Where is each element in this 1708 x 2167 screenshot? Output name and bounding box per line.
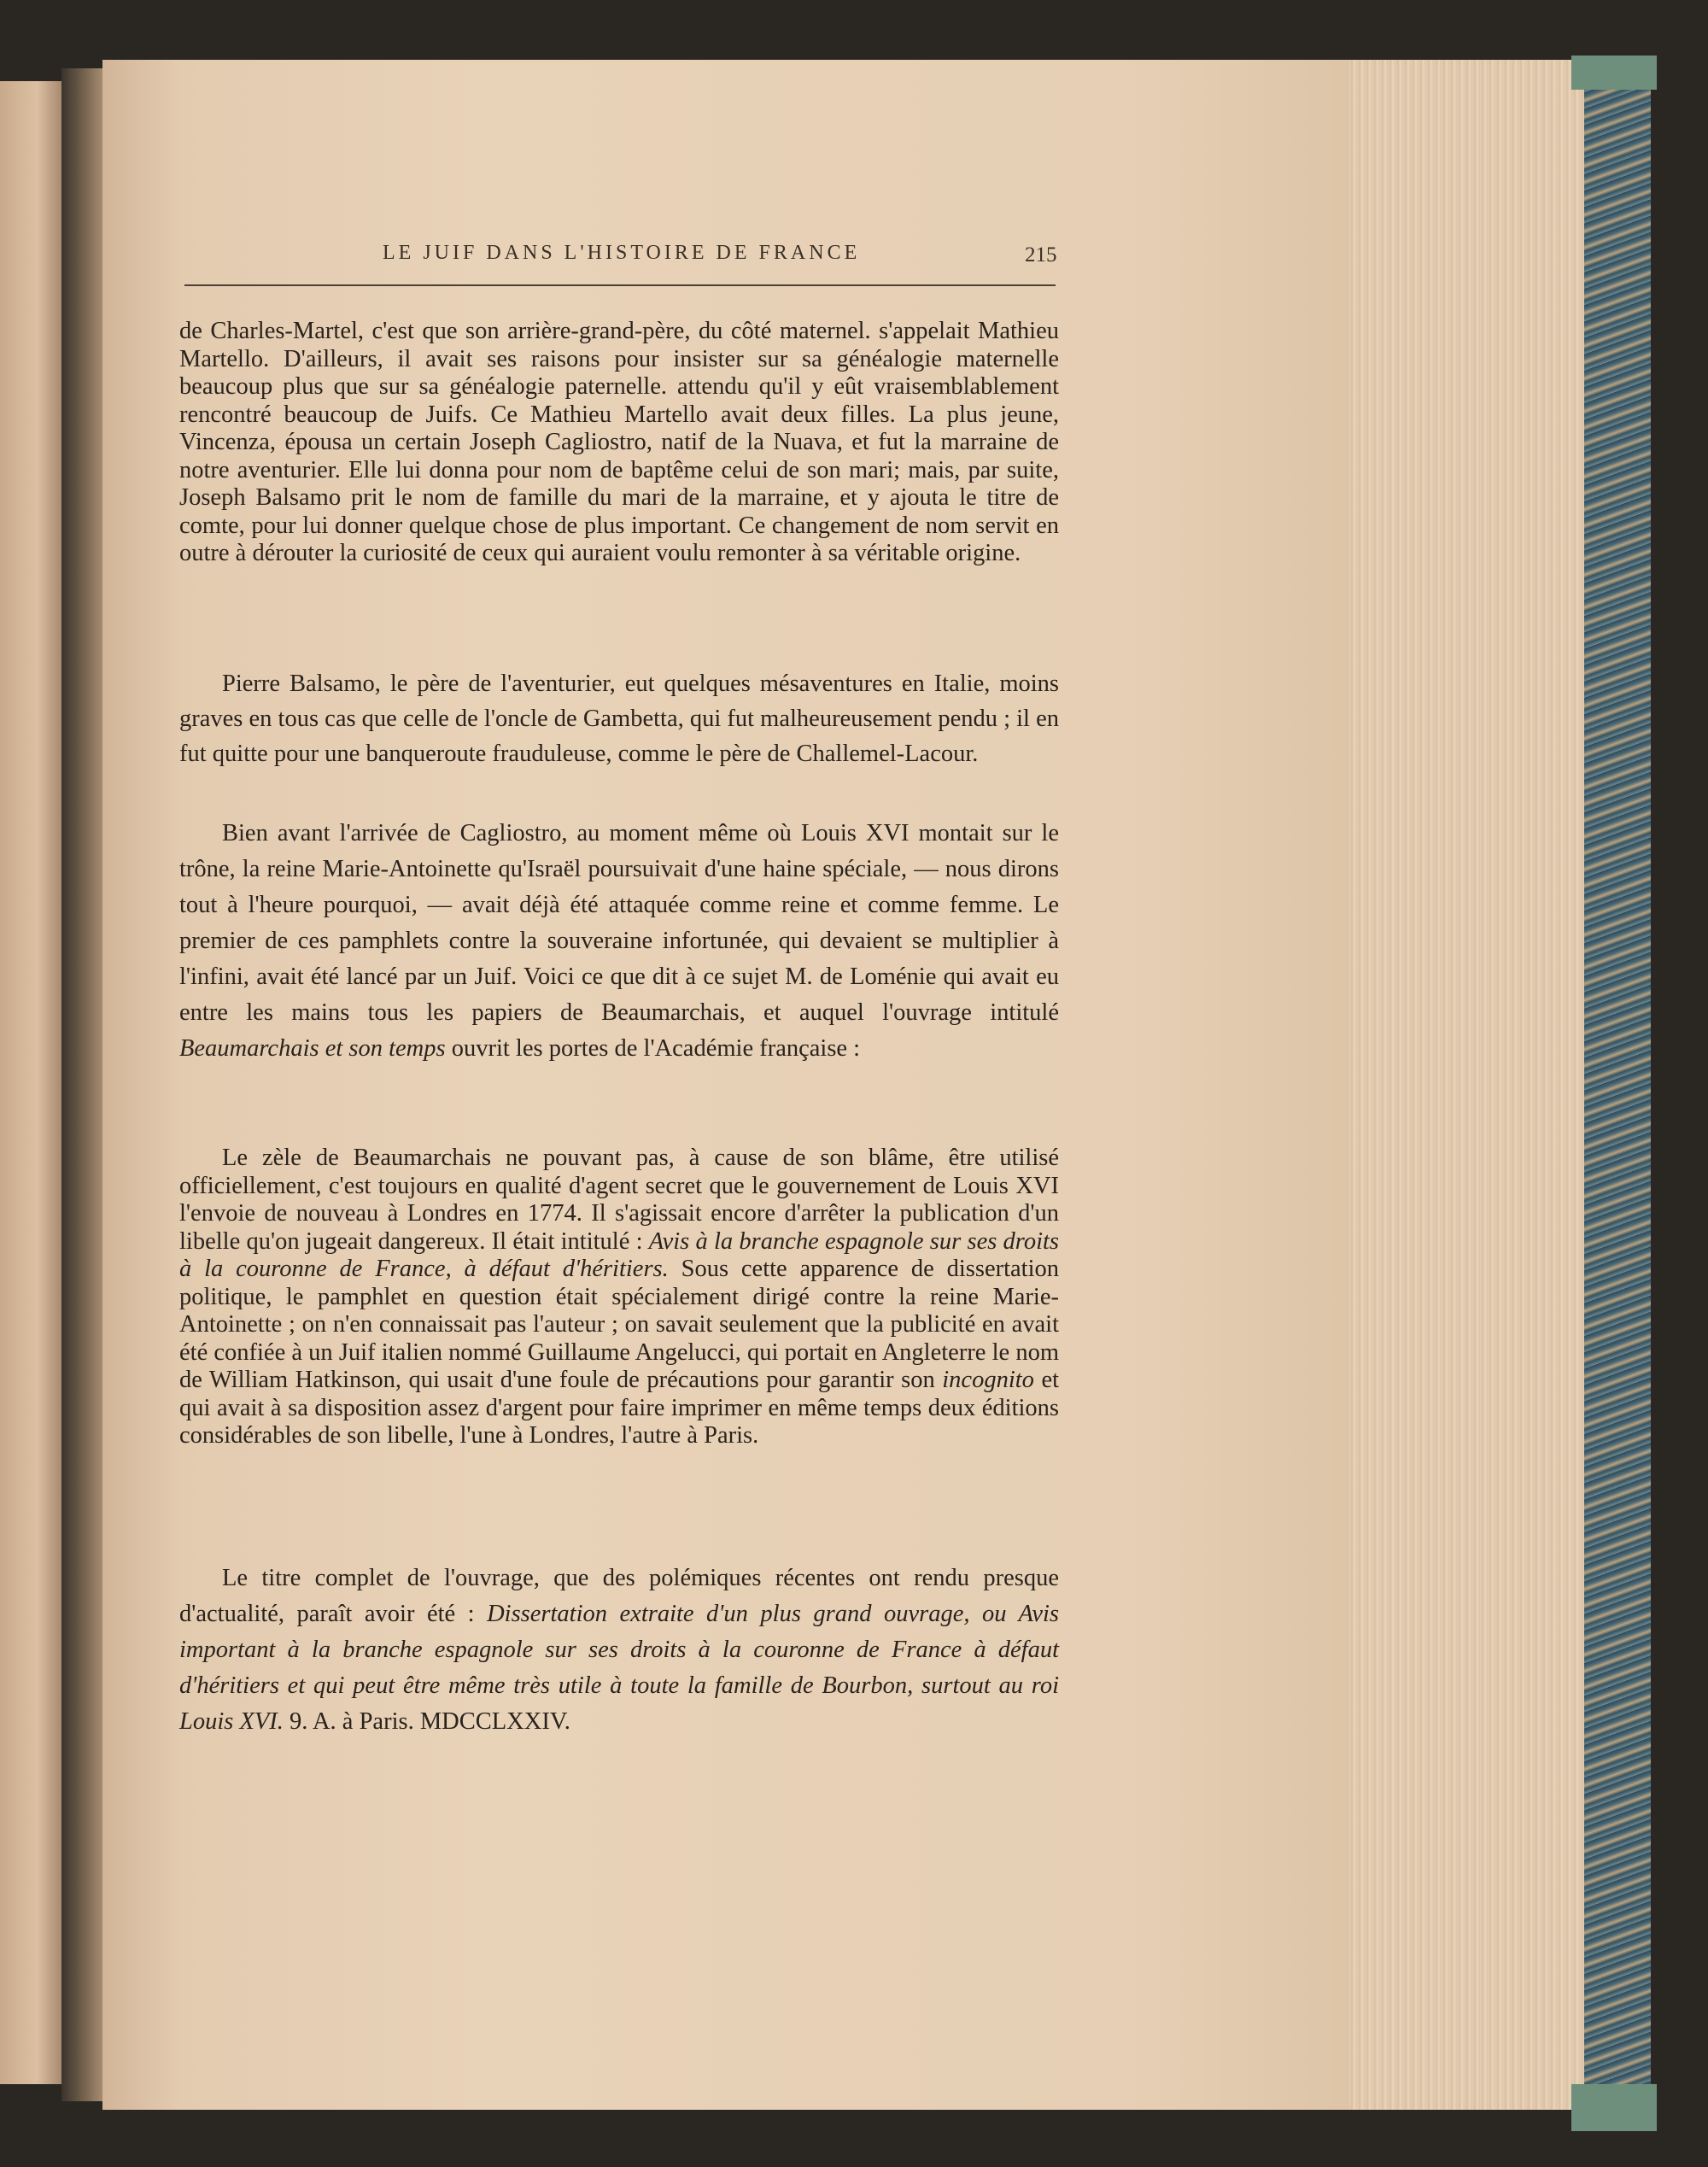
page-edges	[1349, 60, 1584, 2110]
cover-corner-top	[1571, 56, 1657, 90]
paragraph-5	[179, 1561, 1059, 1740]
cover-corner-bottom	[1571, 2084, 1657, 2131]
quotation-text-c: et qui avait à sa disposition assez d'argent pour faire imprimer en même temps deux éditions considérables de son libelle, l'une à Londres, l'autre à Paris.	[179, 1367, 1060, 1449]
page-number: 215	[1025, 243, 1057, 266]
quotation-text-a: Le zèle de Beaumarchais ne pouvant pas, à cause de son blâme, être utilisé officiellement, c'est toujours en qualité d'agent secret que le gouvernement de Louis XVI l'envoie de nouveau à Londres en 1774. Il s'agissait encore d'arrêter la publication d'un libelle qu'on jugeait dangereux. Il était intitulé :	[179, 1145, 1059, 1255]
paragraph-3	[179, 816, 1059, 1067]
incognito-word: incognito	[942, 1367, 1034, 1393]
paragraph-2-text: Pierre Balsamo, le père de l'aventurier, eut quelques mésaventures en Italie, moins graves en tous cas que celle de l'oncle de Gambetta, qui fut malheureusement pendu ; il en fut quitte pour une banqueroute frauduleuse, comme le père de Challemel-Lacour.	[179, 671, 1059, 767]
header-rule	[184, 284, 1056, 286]
book-title: Beaumarchais et son temps	[179, 1035, 446, 1062]
book-gutter	[61, 68, 108, 2101]
full-title: Dissertation extraite d'un plus grand ouvrage, ou Avis important à la branche espagnole sur ses droits à la couronne de France à défaut d'héritiers et qui peut être même très utile à toute la famille de Bourbon, surtout au roi Louis XVI.	[179, 1601, 1059, 1735]
left-page-edge	[0, 81, 61, 2084]
marbled-cover	[1584, 60, 1651, 2127]
paragraph-3-text: Bien avant l'arrivée de Cagliostro, au moment même où Louis XVI montait sur le trône, la reine Marie-Antoinette qu'Israël poursuivait d'une haine spéciale, — nous dirons tout à l'heure pourquoi, — avait déjà été attaquée comme reine et comme femme. Le premier de ces pamphlets contre la souveraine infortunée, qui devaient se multiplier à l'infini, avait été lancé par un Juif. Voici ce que dit à ce sujet M. de Loménie qui avait eu entre les mains tous les papiers de Beaumarchais, et auquel l'ouvrage intitulé	[179, 820, 1059, 1026]
quotation-block	[179, 1145, 1059, 1450]
quotation-text-b: Sous cette apparence de dissertation politique, le pamphlet en question était spécialement dirigé contre la reine Marie-Antoinette ; on n'en connaissait pas l'auteur ; on savait seulement que la publicité en avait été confiée à un Juif italien nommé Guillaume Angelucci, qui portait en Angleterre le nom de William Hatkinson, qui usait d'une foule de précautions pour garantir son	[179, 1256, 1059, 1393]
paragraph-2	[179, 666, 1059, 771]
running-head: LE JUIF DANS L'HISTOIRE DE FRANCE	[383, 242, 861, 264]
paragraph-5-text: Le titre complet de l'ouvrage, que des polémiques récentes ont rendu presque d'actualité, paraît avoir été :	[179, 1565, 1059, 1627]
paragraph-5-end: 9. A. à Paris. MDCCLXXIV.	[290, 1708, 570, 1735]
paragraph-3-end: ouvrit les portes de l'Académie française :	[451, 1035, 861, 1062]
paragraph-1-text: de Charles-Martel, c'est que son arrière-grand-père, du côté maternel. s'appelait Mathieu Martello. D'ailleurs, il avait ses raisons pour insister sur sa généalogie maternelle beaucoup plus que sur sa généalogie paternelle. attendu qu'il y eût vraisemblablement rencontré beaucoup de Juifs. Ce Mathieu Martello avait deux filles. La plus jeune, Vincenza, épousa un certain Joseph Cagliostro, natif de la Nuava, et fut la marraine de notre aventurier. Elle lui donna pour nom de baptême celui de son mari; mais, par suite, Joseph Balsamo prit le nom de famille du mari de la marraine, et y ajouta le titre de comte, pour lui donner quelque chose de plus important. Ce changement de nom servit en outre à dérouter la curiosité de ceux qui auraient voulu remonter à sa véritable origine.	[179, 318, 1059, 566]
pamphlet-title: Avis à la branche espagnole sur ses droits à la couronne de France, à défaut d'héritiers.	[179, 1227, 1060, 1282]
paragraph-1	[179, 318, 1059, 568]
